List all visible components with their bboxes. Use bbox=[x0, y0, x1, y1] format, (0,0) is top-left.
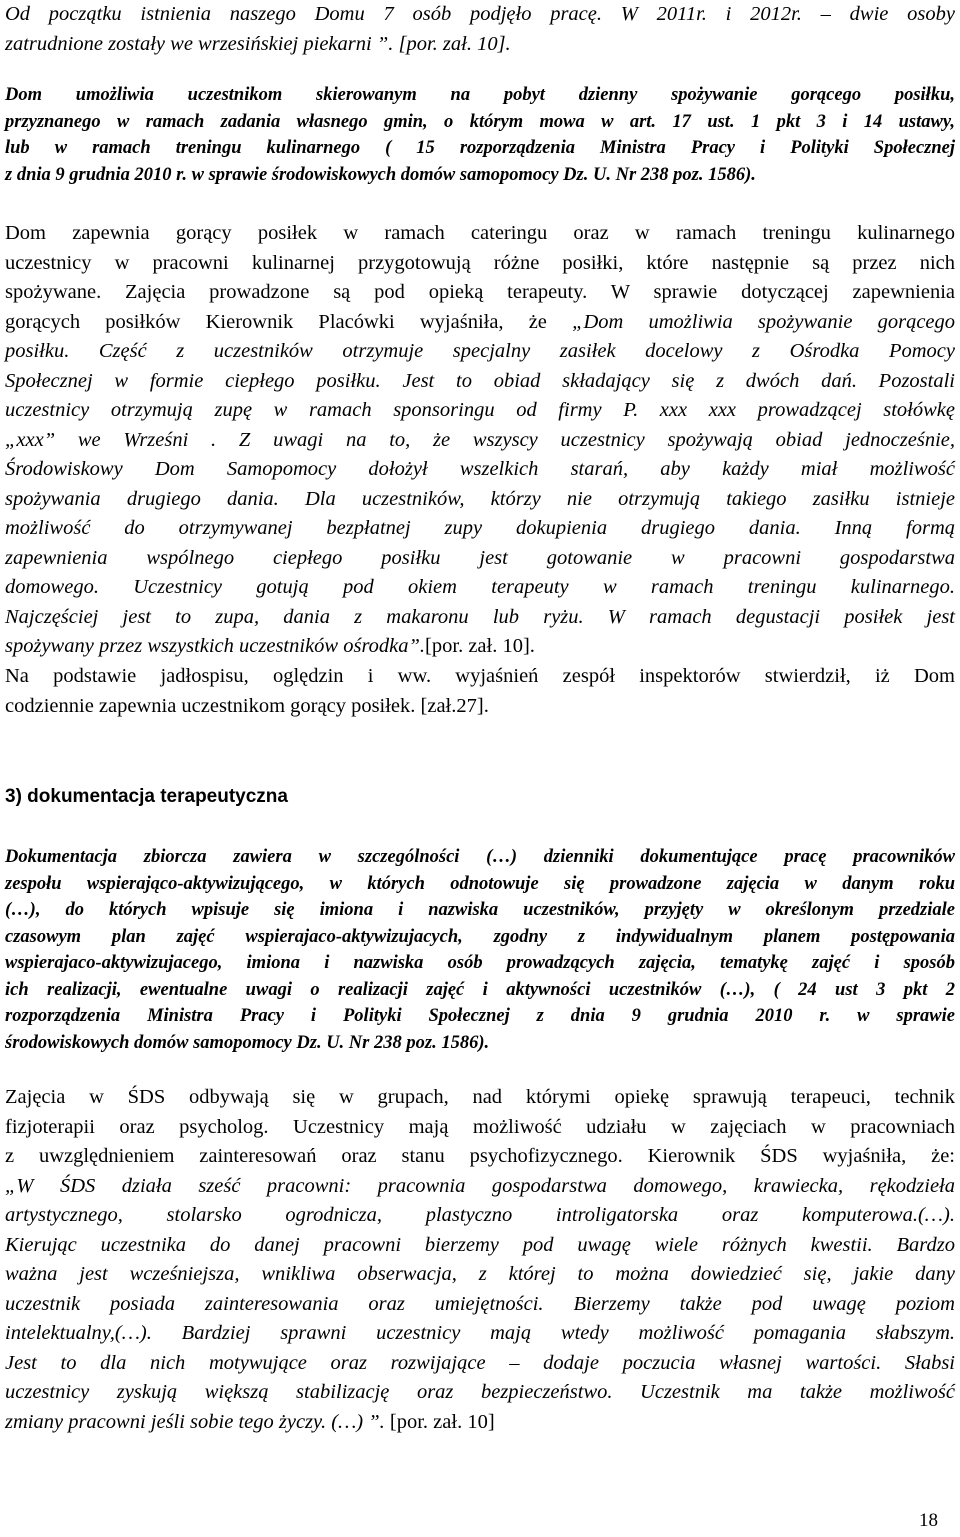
text-line: z uwzględnieniem zainteresowań oraz stanu psychofizycznego. Kierownik ŚDS wyjaśniła, że: bbox=[5, 1145, 955, 1167]
text-line: uczestnicy otrzymują zupę w ramach sponsoringu od firmy P. xxx xxx prowadzącej stołówkę bbox=[5, 399, 955, 421]
text-run: spożywane. Zajęcia prowadzone są pod opieką terapeuty. W sprawie dotyczącej zapewnienia bbox=[5, 281, 955, 303]
text-line bbox=[5, 278, 955, 308]
text-line: uczestnicy zyskują większą stabilizację oraz bezpieczeństwo. Uczestnik ma także możliwość bbox=[5, 1381, 955, 1403]
text-line: Na podstawie jadłospisu, oględzin i ww. wyjaśnień zespół inspektorów stwierdził, iż Dom bbox=[5, 665, 955, 687]
paragraph-employment bbox=[5, 0, 955, 59]
paragraph-inspection-finding bbox=[5, 662, 955, 721]
page-number: 18 bbox=[919, 1510, 938, 1531]
text-line: zespołu wspierająco-aktywizującego, w których odnotowuje się prowadzone zajęcia w danym roku bbox=[5, 873, 955, 894]
text-run: Dom zapewnia gorący posiłek w ramach cateringu oraz w ramach treningu kulinarnego bbox=[5, 222, 955, 244]
text-run: uczestnicy w pracowni kulinarnej przygotowują różne posiłki, które następnie są przez nich bbox=[5, 251, 955, 274]
quote-run: spożywany przez wszystkich uczestników ośrodka”. bbox=[5, 635, 426, 657]
text-run: gorących posiłków Kierownik Placówki wyjaśniła, że bbox=[5, 310, 573, 333]
text-line: Kierując uczestnika do danej pracowni bierzemy pod uwagę wiele różnych kwestii. Bardzo bbox=[5, 1233, 955, 1256]
text-line: codziennie zapewnia uczestnikom gorący posiłek. [zał.27]. bbox=[5, 694, 489, 717]
text-line: Dokumentacja zbiorcza zawiera w szczególności (…) dzienniki dokumentujące pracę pracowników bbox=[5, 847, 955, 867]
text-line: zapewnienia wspólnego ciepłego posiłku jest gotowanie w pracowni gospodarstwa bbox=[5, 546, 955, 569]
text-line: uczestnik posiada zainteresowania oraz umiejętności. Bierzemy także pod uwagę poziom bbox=[5, 1292, 955, 1315]
text-line: (…), do których wpisuje się imiona i nazwiska uczestników, przyjęty w określonym przedziale bbox=[5, 900, 955, 920]
text-line bbox=[5, 249, 955, 279]
text-line bbox=[5, 1408, 955, 1438]
text-line bbox=[5, 308, 955, 338]
paragraph-documentation-rule bbox=[5, 844, 955, 1056]
text-line: Od początku istnienia naszego Domu 7 osób podjęło pracę. W 2011r. i 2012r. – dwie osoby bbox=[5, 3, 955, 25]
text-line: środowiskowych domów samopomocy Dz. U. Nr 238 poz. 1586). bbox=[5, 1032, 490, 1053]
text-line: z dnia 9 grudnia 2010 r. w sprawie środowiskowych domów samopomocy Dz. U. Nr 238 poz. 1586). bbox=[5, 164, 756, 185]
text-line: rozporządzenia Ministra Pracy i Polityki Społecznej z dnia 9 grudnia 2010 r. w sprawie bbox=[5, 1006, 955, 1026]
text-line: „xxx” we Wrześni . Z uwagi na to, że wszyscy uczestnicy spożywają obiad jednocześnie, bbox=[5, 428, 955, 451]
text-line: intelektualny,(…). Bardziej sprawni uczestnicy mają wtedy możliwość pomagania słabszym. bbox=[5, 1322, 955, 1344]
text-line: zatrudnione zostały we wrzesińskiej piekarni ”. [por. zał. 10]. bbox=[5, 32, 511, 55]
text-run: [por. zał. 10] bbox=[384, 1410, 495, 1433]
text-run: [por. zał. 10]. bbox=[425, 635, 535, 657]
text-line bbox=[5, 219, 955, 249]
paragraph-meals-description bbox=[5, 219, 955, 662]
text-line: ważna jest wcześniejsza, wnikliwa obserwacja, z której to można dowiedzieć się, jakie dany bbox=[5, 1263, 955, 1285]
text-line: wspierajaco-aktywizujacego, imiona i nazwiska osób prowadzących zajęcia, tematykę zajęć i sposób bbox=[5, 953, 955, 973]
text-line bbox=[5, 632, 955, 662]
quote-run: „Dom umożliwia spożywanie gorącego bbox=[572, 310, 956, 333]
text-line: fizjoterapii oraz psycholog. Uczestnicy mają możliwość udziału w zajęciach w pracowniach bbox=[5, 1115, 955, 1138]
text-line: czasowym plan zajęć wspierajaco-aktywizujacych, zgodny z indywidualnym planem postępowania bbox=[5, 926, 955, 947]
paragraph-workshops bbox=[5, 1083, 955, 1437]
text-line: lub w ramach treningu kulinarnego ( 15 rozporządzenia Ministra Pracy i Polityki Społecznej bbox=[5, 138, 955, 158]
text-line: Zajęcia w ŚDS odbywają się w grupach, nad którymi opiekę sprawują terapeuci, technik bbox=[5, 1086, 955, 1108]
text-line: Jest to dla nich motywujące oraz rozwijające – dodaje poczucia własnej wartości. Słabsi bbox=[5, 1351, 955, 1374]
text-line: Społecznej w formie ciepłego posiłku. Jest to obiad składający się z dwóch dań. Pozostali bbox=[5, 369, 955, 392]
text-line: przyznanego w ramach zadania własnego gmin, o którym mowa w art. 17 ust. 1 pkt 3 i 14 ustawy, bbox=[5, 111, 955, 132]
text-line: Dom umożliwia uczestnikom skierowanym na pobyt dzienny spożywanie gorącego posiłku, bbox=[5, 85, 955, 105]
text-line: Środowiskowy Dom Samopomocy dołożył wszelkich starań, aby każdy miał możliwość bbox=[5, 458, 955, 480]
quote-run: zmiany pracowni jeśli sobie tego życzy. (…) ”. bbox=[5, 1410, 385, 1433]
text-line: Najczęściej jest to zupa, dania z makaronu lub ryżu. W ramach degustacji posiłek jest bbox=[5, 605, 955, 628]
text-line: domowego. Uczestnicy gotują pod okiem terapeuty w ramach treningu kulinarnego. bbox=[5, 576, 955, 598]
text-line: spożywania drugiego dania. Dla uczestników, którzy nie otrzymują takiego zasiłku istnieje bbox=[5, 487, 955, 510]
text-line: posiłku. Część z uczestników otrzymuje specjalny zasiłek docelowy z Ośrodka Pomocy bbox=[5, 340, 955, 362]
paragraph-legal-basis-meals bbox=[5, 82, 955, 188]
text-line: ich realizacji, ewentualne uwagi o realizacji zajęć i aktywności uczestników (…), ( 24 ust 3 pkt 2 bbox=[5, 979, 955, 1000]
text-line: artystycznego, stolarsko ogrodnicza, plastyczno introligatorska oraz komputerowa.(…). bbox=[5, 1204, 955, 1226]
text-line: „W ŚDS działa sześć pracowni: pracownia gospodarstwa domowego, krawiecka, rękodzieła bbox=[5, 1174, 955, 1197]
text-line: możliwość do otrzymywanej bezpłatnej zupy dokupienia drugiego dania. Inną formą bbox=[5, 517, 955, 539]
section-heading: 3) dokumentacja terapeutyczna bbox=[5, 786, 288, 807]
